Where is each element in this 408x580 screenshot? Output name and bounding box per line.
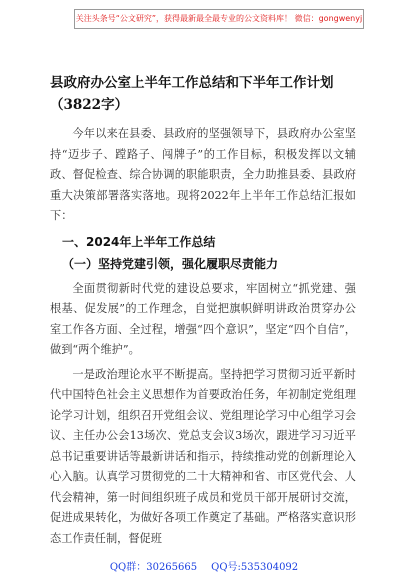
footer-qq-group: QQ群：30265665 (109, 562, 198, 573)
document-body (50, 72, 356, 549)
footer-qq-number: QQ号:535304092 (211, 562, 299, 573)
subsection-heading: （一）坚持党建引领，强化履职尽责能力 (62, 256, 279, 271)
theory-study-paragraph: 一是政治理论水平不断提高。坚持把学习贯彻习近平新时代中国特色社会主义思想作为首要政治任务，年初制定党组理论学习计划，组织召开党组会议、党组理论学习中心组学习会议、主任办公会13场次、党总支会议3场次，跟进学习习近平总书记重要讲话等最新讲话和指示，持续推动党的创新理论入心入脑。认真学习贯彻党的二十大精神和省、市区党代会、人代会精神，第一时间组织班子成员和党员干部开展研讨交流，促进成果转化，为做好各项工作奠定了基础。严格落实意识形态工作责任制，督促班 (50, 367, 356, 545)
header-banner: 关注头条号“公文研究”，获得最新最全最专业的公文资料库！ 微信：gongwenyj (74, 9, 364, 29)
section-heading: 一、2024年上半年工作总结 (62, 234, 216, 249)
intro-paragraph: 今年以来在县委、县政府的坚强领导下，县政府办公室坚持“迈步子、蹚路子、闯牌子”的工作目标，积极发挥以文辅政、督促检查、综合协调的职能职责，全力助推县委、县政府重大决策部署落实落地。现将2022年上半年工作总结汇报如下： (50, 127, 356, 222)
document-title: 县政府办公室上半年工作总结和下半年工作计划（3822字） (50, 75, 334, 113)
footer-contact (0, 558, 408, 573)
party-building-paragraph: 全面贯彻新时代党的建设总要求，牢固树立“抓党建、强根基、促发展”的工作理念，自觉把旗帜鲜明讲政治贯穿办公室工作各方面、全过程，增强“四个意识”，坚定“四个自信”，做到“两个维护”。 (50, 281, 356, 356)
